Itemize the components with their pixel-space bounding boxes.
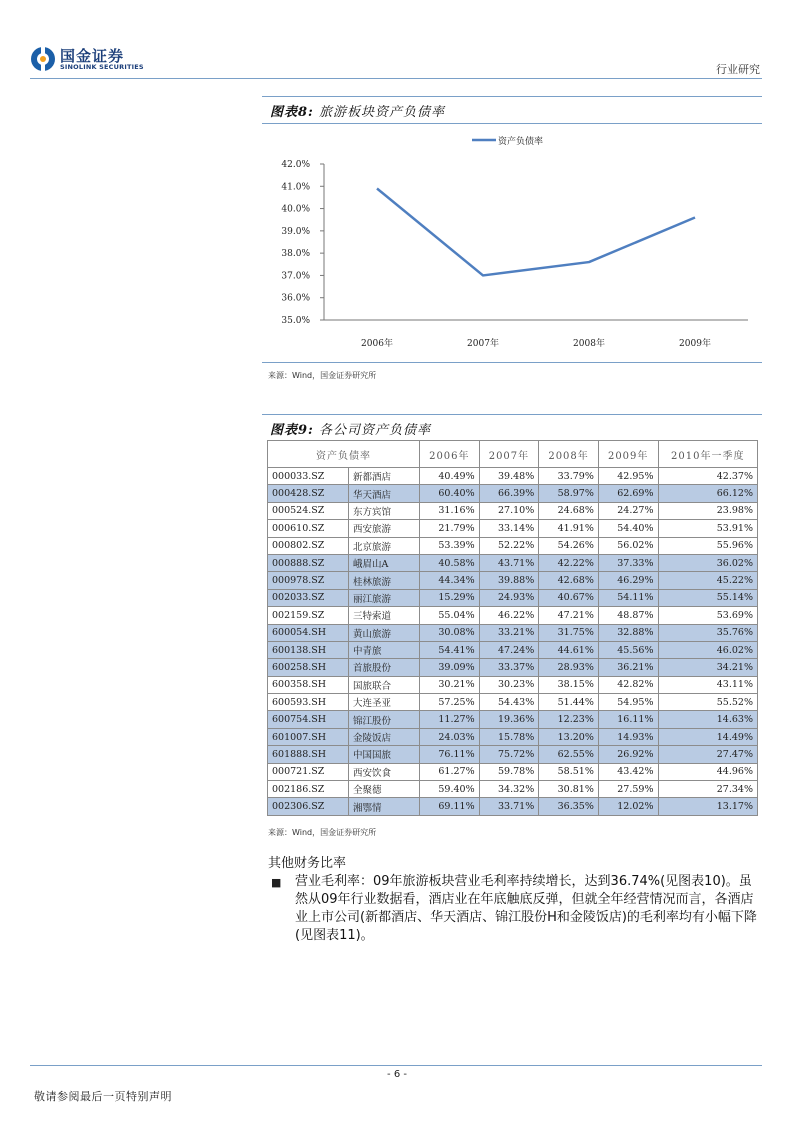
- ratio-value-cell: 34.32%: [479, 781, 539, 798]
- ratio-value-cell: 33.37%: [479, 659, 539, 676]
- ratio-value-cell: 30.08%: [420, 624, 480, 641]
- ratio-value-cell: 42.68%: [539, 572, 599, 589]
- ratio-value-cell: 33.14%: [479, 520, 539, 537]
- ratio-value-cell: 39.48%: [479, 468, 539, 485]
- ratio-value-cell: 31.16%: [420, 502, 480, 519]
- ratio-value-cell: 59.78%: [479, 763, 539, 780]
- stock-code-cell: 000802.SZ: [268, 537, 349, 554]
- table-row: [268, 607, 758, 624]
- ratio-value-cell: 24.93%: [479, 589, 539, 606]
- company-name-cell: 北京旅游: [349, 537, 420, 554]
- ratio-value-cell: 12.02%: [598, 798, 658, 815]
- ratio-value-cell: 32.88%: [598, 624, 658, 641]
- figure8-title: 旅游板块资产负债率: [319, 105, 446, 120]
- ratio-value-cell: 47.21%: [539, 607, 599, 624]
- figure9-top-rule: [262, 414, 762, 415]
- ratio-value-cell: 43.11%: [658, 676, 758, 693]
- debt-ratio-line-chart: [262, 130, 762, 360]
- company-debt-ratio-table: [267, 440, 758, 816]
- table-row: [268, 781, 758, 798]
- ratio-value-cell: 42.37%: [658, 468, 758, 485]
- ratio-value-cell: 36.21%: [598, 659, 658, 676]
- ratio-value-cell: 36.02%: [658, 554, 758, 571]
- figure8-source: 来源：Wind，国金证券研究所: [268, 371, 377, 380]
- y-tick-label: 38.0%: [281, 249, 310, 260]
- table-row: [268, 728, 758, 745]
- ratio-value-cell: 43.42%: [598, 763, 658, 780]
- table-header-cell: 2010年一季度: [658, 441, 758, 468]
- ratio-value-cell: 37.33%: [598, 554, 658, 571]
- company-name-cell: 首旅股份: [349, 659, 420, 676]
- x-tick-label: 2006年: [361, 339, 393, 349]
- header-section-label: 行业研究: [716, 63, 760, 76]
- ratio-value-cell: 58.51%: [539, 763, 599, 780]
- ratio-value-cell: 46.02%: [658, 641, 758, 658]
- ratio-value-cell: 66.12%: [658, 485, 758, 502]
- ratio-value-cell: 76.11%: [420, 746, 480, 763]
- ratio-value-cell: 31.75%: [539, 624, 599, 641]
- ratio-value-cell: 58.97%: [539, 485, 599, 502]
- stock-code-cell: 002306.SZ: [268, 798, 349, 815]
- y-tick-label: 36.0%: [281, 293, 310, 304]
- company-name-cell: 东方宾馆: [349, 502, 420, 519]
- ratio-value-cell: 40.67%: [539, 589, 599, 606]
- company-name-cell: 全聚德: [349, 781, 420, 798]
- company-name-cell: 国旅联合: [349, 676, 420, 693]
- ratio-value-cell: 41.91%: [539, 520, 599, 537]
- ratio-value-cell: 30.81%: [539, 781, 599, 798]
- ratio-value-cell: 11.27%: [420, 711, 480, 728]
- company-name-cell: 丽江旅游: [349, 589, 420, 606]
- bullet-icon: ■: [271, 876, 282, 889]
- figure8-label: 图表8:: [270, 105, 314, 120]
- stock-code-cell: 601888.SH: [268, 746, 349, 763]
- table-row: [268, 624, 758, 641]
- table-header-cell: 2006年: [420, 441, 480, 468]
- ratio-value-cell: 56.02%: [598, 537, 658, 554]
- ratio-value-cell: 34.21%: [658, 659, 758, 676]
- stock-code-cell: 002159.SZ: [268, 607, 349, 624]
- stock-code-cell: 000978.SZ: [268, 572, 349, 589]
- table-header-cell: 2008年: [539, 441, 599, 468]
- y-tick-label: 39.0%: [281, 226, 310, 237]
- ratio-value-cell: 54.41%: [420, 641, 480, 658]
- ratio-value-cell: 55.96%: [658, 537, 758, 554]
- table-row: [268, 798, 758, 815]
- ratio-value-cell: 24.68%: [539, 502, 599, 519]
- body-paragraph: 营业毛利率：09年旅游板块营业毛利率持续增长，达到36.74%(见图表10)。虽然从09年行业数据看，酒店业在年底触底反弹，但就全年经营情况而言，各酒店业上市公司(新都酒店、华天酒店、锦江股份H和金陵饭店)的毛利率均有小幅下降(见图表11)。: [295, 874, 757, 943]
- table-header-cell: 2007年: [479, 441, 539, 468]
- company-logo: [30, 44, 170, 76]
- table-row: [268, 711, 758, 728]
- logo-mark-icon: [30, 46, 56, 72]
- ratio-value-cell: 53.69%: [658, 607, 758, 624]
- ratio-value-cell: 16.11%: [598, 711, 658, 728]
- ratio-value-cell: 30.23%: [479, 676, 539, 693]
- ratio-value-cell: 60.40%: [420, 485, 480, 502]
- y-tick-label: 40.0%: [281, 204, 310, 215]
- table-header-row: [268, 441, 758, 468]
- y-tick-label: 37.0%: [281, 271, 310, 282]
- disclaimer-note: 敬请参阅最后一页特别声明: [34, 1090, 172, 1103]
- ratio-value-cell: 54.95%: [598, 694, 658, 711]
- ratio-value-cell: 45.56%: [598, 641, 658, 658]
- table-row: [268, 694, 758, 711]
- footer-divider: [30, 1065, 762, 1066]
- company-name-cell: 西安饮食: [349, 763, 420, 780]
- figure8-caption: [270, 101, 445, 120]
- ratio-value-cell: 27.10%: [479, 502, 539, 519]
- company-name-cell: 黄山旅游: [349, 624, 420, 641]
- ratio-value-cell: 40.49%: [420, 468, 480, 485]
- company-name-cell: 桂林旅游: [349, 572, 420, 589]
- table-row: [268, 537, 758, 554]
- table-row: [268, 502, 758, 519]
- ratio-value-cell: 44.61%: [539, 641, 599, 658]
- ratio-value-cell: 44.34%: [420, 572, 480, 589]
- figure8-bottom-rule: [262, 123, 762, 124]
- company-name-cell: 峨眉山A: [349, 554, 420, 571]
- figure8-source-rule: [262, 362, 762, 363]
- table-row: [268, 641, 758, 658]
- stock-code-cell: 600358.SH: [268, 676, 349, 693]
- figure9-caption: [270, 419, 431, 438]
- ratio-value-cell: 33.71%: [479, 798, 539, 815]
- stock-code-cell: 600138.SH: [268, 641, 349, 658]
- stock-code-cell: 600258.SH: [268, 659, 349, 676]
- ratio-value-cell: 69.11%: [420, 798, 480, 815]
- section-title: 其他财务比率: [268, 856, 347, 871]
- company-name-cell: 华天酒店: [349, 485, 420, 502]
- ratio-value-cell: 62.55%: [539, 746, 599, 763]
- company-name-cell: 大连圣亚: [349, 694, 420, 711]
- ratio-value-cell: 15.29%: [420, 589, 480, 606]
- logo-text-cn: 国金证券: [60, 47, 125, 65]
- y-tick-label: 42.0%: [281, 160, 310, 170]
- stock-code-cell: 601007.SH: [268, 728, 349, 745]
- x-tick-label: 2007年: [467, 339, 499, 349]
- table-header-cell: 2009年: [598, 441, 658, 468]
- ratio-value-cell: 13.17%: [658, 798, 758, 815]
- stock-code-cell: 002033.SZ: [268, 589, 349, 606]
- ratio-value-cell: 57.25%: [420, 694, 480, 711]
- table-header-cell: 资产负债率: [268, 441, 420, 468]
- stock-code-cell: 000524.SZ: [268, 502, 349, 519]
- ratio-value-cell: 61.27%: [420, 763, 480, 780]
- ratio-value-cell: 24.27%: [598, 502, 658, 519]
- stock-code-cell: 600054.SH: [268, 624, 349, 641]
- logo-text-en: SINOLINK SECURITIES: [60, 63, 144, 71]
- table-row: [268, 572, 758, 589]
- ratio-value-cell: 55.14%: [658, 589, 758, 606]
- ratio-value-cell: 66.39%: [479, 485, 539, 502]
- table-row: [268, 676, 758, 693]
- ratio-value-cell: 53.91%: [658, 520, 758, 537]
- ratio-value-cell: 15.78%: [479, 728, 539, 745]
- ratio-value-cell: 42.95%: [598, 468, 658, 485]
- table-row: [268, 468, 758, 485]
- table-row: [268, 746, 758, 763]
- ratio-value-cell: 33.21%: [479, 624, 539, 641]
- ratio-value-cell: 45.22%: [658, 572, 758, 589]
- ratio-value-cell: 44.96%: [658, 763, 758, 780]
- ratio-value-cell: 14.63%: [658, 711, 758, 728]
- ratio-value-cell: 19.36%: [479, 711, 539, 728]
- company-name-cell: 新都酒店: [349, 468, 420, 485]
- ratio-value-cell: 24.03%: [420, 728, 480, 745]
- ratio-value-cell: 46.22%: [479, 607, 539, 624]
- stock-code-cell: 600754.SH: [268, 711, 349, 728]
- ratio-value-cell: 26.92%: [598, 746, 658, 763]
- y-tick-label: 35.0%: [281, 316, 310, 326]
- page-number: - 6 -: [387, 1069, 407, 1080]
- company-name-cell: 金陵饭店: [349, 728, 420, 745]
- ratio-value-cell: 13.20%: [539, 728, 599, 745]
- ratio-value-cell: 28.93%: [539, 659, 599, 676]
- ratio-value-cell: 12.23%: [539, 711, 599, 728]
- table-row: [268, 659, 758, 676]
- ratio-value-cell: 52.22%: [479, 537, 539, 554]
- stock-code-cell: 002186.SZ: [268, 781, 349, 798]
- figure9-title: 各公司资产负债率: [319, 423, 432, 438]
- stock-code-cell: 000888.SZ: [268, 554, 349, 571]
- company-name-cell: 湘鄂情: [349, 798, 420, 815]
- figure9-source: 来源：Wind，国金证券研究所: [268, 828, 377, 837]
- x-tick-label: 2009年: [679, 339, 711, 349]
- ratio-value-cell: 30.21%: [420, 676, 480, 693]
- table-row: [268, 485, 758, 502]
- ratio-value-cell: 47.24%: [479, 641, 539, 658]
- y-tick-label: 41.0%: [281, 182, 310, 193]
- ratio-value-cell: 42.22%: [539, 554, 599, 571]
- stock-code-cell: 000721.SZ: [268, 763, 349, 780]
- ratio-value-cell: 27.59%: [598, 781, 658, 798]
- company-name-cell: 西安旅游: [349, 520, 420, 537]
- ratio-value-cell: 38.15%: [539, 676, 599, 693]
- company-name-cell: 中青旅: [349, 641, 420, 658]
- figure8-top-rule: [262, 96, 762, 97]
- series-line: [377, 189, 695, 276]
- stock-code-cell: 000610.SZ: [268, 520, 349, 537]
- ratio-value-cell: 27.34%: [658, 781, 758, 798]
- company-name-cell: 锦江股份: [349, 711, 420, 728]
- ratio-value-cell: 48.87%: [598, 607, 658, 624]
- stock-code-cell: 600593.SH: [268, 694, 349, 711]
- ratio-value-cell: 14.49%: [658, 728, 758, 745]
- chart-svg: [262, 130, 762, 360]
- ratio-value-cell: 40.58%: [420, 554, 480, 571]
- ratio-value-cell: 54.40%: [598, 520, 658, 537]
- ratio-value-cell: 42.82%: [598, 676, 658, 693]
- ratio-value-cell: 21.79%: [420, 520, 480, 537]
- ratio-value-cell: 75.72%: [479, 746, 539, 763]
- ratio-value-cell: 33.79%: [539, 468, 599, 485]
- figure9-label: 图表9:: [270, 423, 314, 438]
- stock-code-cell: 000428.SZ: [268, 485, 349, 502]
- ratio-value-cell: 54.26%: [539, 537, 599, 554]
- ratio-value-cell: 39.09%: [420, 659, 480, 676]
- ratio-value-cell: 51.44%: [539, 694, 599, 711]
- header-divider: [30, 78, 762, 79]
- ratio-value-cell: 54.43%: [479, 694, 539, 711]
- table-row: [268, 763, 758, 780]
- table-row: [268, 520, 758, 537]
- ratio-value-cell: 54.11%: [598, 589, 658, 606]
- ratio-value-cell: 36.35%: [539, 798, 599, 815]
- ratio-value-cell: 35.76%: [658, 624, 758, 641]
- ratio-value-cell: 46.29%: [598, 572, 658, 589]
- company-name-cell: 中国国旅: [349, 746, 420, 763]
- stock-code-cell: 000033.SZ: [268, 468, 349, 485]
- x-tick-label: 2008年: [573, 339, 605, 349]
- ratio-value-cell: 62.69%: [598, 485, 658, 502]
- table-row: [268, 589, 758, 606]
- company-name-cell: 三特索道: [349, 607, 420, 624]
- ratio-value-cell: 43.71%: [479, 554, 539, 571]
- ratio-value-cell: 23.98%: [658, 502, 758, 519]
- ratio-value-cell: 53.39%: [420, 537, 480, 554]
- ratio-value-cell: 39.88%: [479, 572, 539, 589]
- table-row: [268, 554, 758, 571]
- ratio-value-cell: 59.40%: [420, 781, 480, 798]
- legend-label: 资产负债率: [498, 137, 544, 147]
- ratio-value-cell: 55.52%: [658, 694, 758, 711]
- ratio-value-cell: 55.04%: [420, 607, 480, 624]
- ratio-value-cell: 27.47%: [658, 746, 758, 763]
- ratio-value-cell: 14.93%: [598, 728, 658, 745]
